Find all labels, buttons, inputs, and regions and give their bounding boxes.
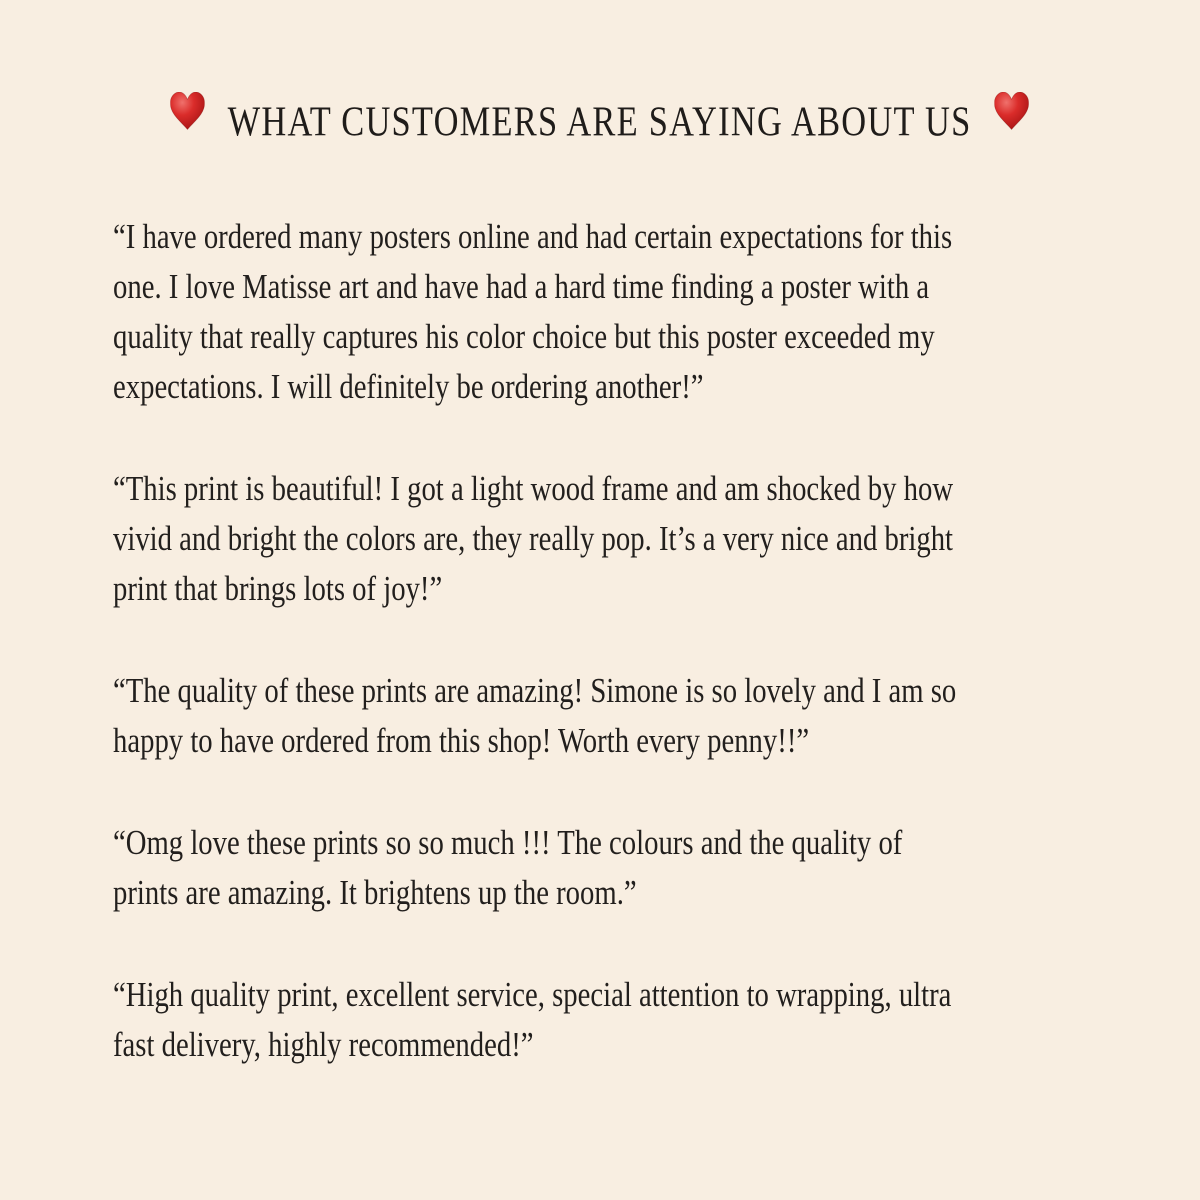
quote-line: “I have ordered many posters online and had certain expectations for this	[113, 217, 953, 257]
customer-quote	[113, 666, 957, 766]
customer-quote	[113, 212, 953, 412]
quote-line: “High quality print, excellent service, special attention to wrapping, ultra	[113, 975, 952, 1015]
quote-line: fast delivery, highly recommended!”	[113, 1025, 534, 1065]
quotes-list	[113, 212, 1088, 1070]
quote-line: quality that really captures his color choice but this poster exceeded my	[113, 317, 935, 357]
quote-line: vivid and bright the colors are, they really pop. It’s a very nice and bright	[113, 519, 954, 559]
section-title: WHAT CUSTOMERS ARE SAYING ABOUT US	[228, 99, 972, 146]
quote-line: “Omg love these prints so so much !!! The colours and the quality of	[113, 823, 903, 863]
heart-icon-right	[995, 92, 1029, 130]
quote-line: expectations. I will definitely be ordering another!”	[113, 367, 704, 407]
quote-line: one. I love Matisse art and have had a hard time finding a poster with a	[113, 267, 930, 307]
heart-icon-left	[171, 92, 205, 130]
quote-line: print that brings lots of joy!”	[113, 569, 443, 609]
customer-quote	[113, 464, 954, 614]
section-title-row	[151, 92, 1049, 146]
section-header	[0, 0, 1200, 146]
quote-line: “This print is beautiful! I got a light wood frame and am shocked by how	[113, 469, 954, 509]
quote-line: prints are amazing. It brightens up the room.”	[113, 873, 637, 913]
quote-line: “The quality of these prints are amazing! Simone is so lovely and I am so	[113, 671, 957, 711]
quote-line: happy to have ordered from this shop! Worth every penny!!”	[113, 721, 810, 761]
customer-quote	[113, 818, 913, 918]
customer-quote	[113, 970, 952, 1070]
